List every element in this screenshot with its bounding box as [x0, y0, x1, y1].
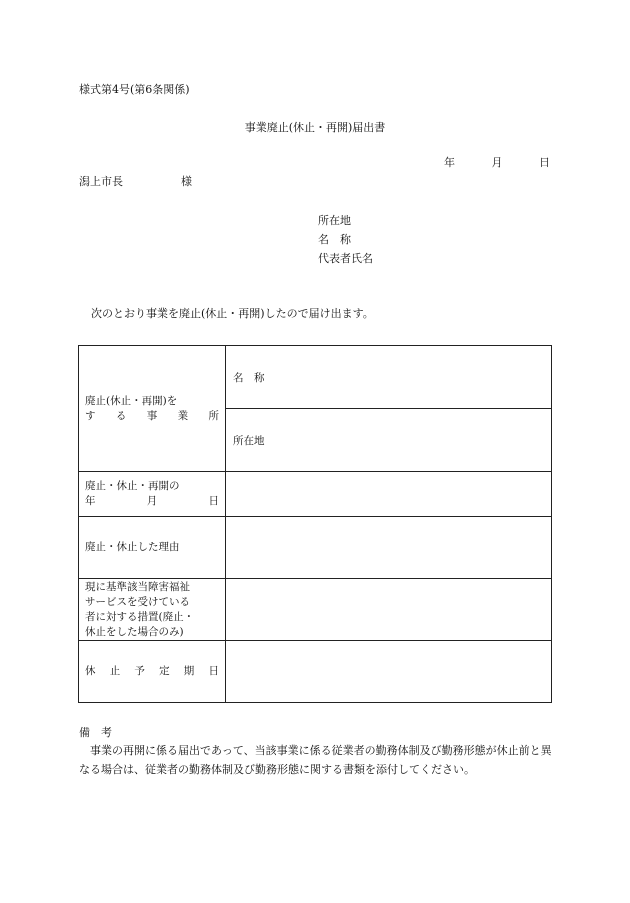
- date-label: [79, 472, 226, 517]
- applicant-representative-label: 代表者氏名: [318, 252, 373, 265]
- applicant-block: [318, 211, 373, 268]
- establishment-name-field[interactable]: [226, 346, 552, 409]
- table-row: [79, 472, 552, 517]
- date-label-line2: [85, 494, 219, 509]
- reason-label: [79, 517, 226, 579]
- establishment-label-line1: 廃止(休止・再開)を: [85, 394, 178, 407]
- label-char: 期: [183, 665, 195, 677]
- label-char: 事: [146, 409, 158, 422]
- notification-table: [78, 345, 552, 703]
- planned-period-label-text: [85, 664, 219, 679]
- table-row: [79, 641, 552, 703]
- establishment-address-field[interactable]: [226, 409, 552, 472]
- measures-label-line: サービスを受けている: [85, 595, 190, 608]
- date-day-label: 日: [539, 156, 550, 169]
- label-char: 日: [208, 665, 219, 677]
- planned-period-field[interactable]: [226, 641, 552, 703]
- label-char: 止: [109, 665, 121, 677]
- applicant-name-label: 名 称: [318, 233, 351, 246]
- date-line: [444, 154, 550, 170]
- measures-label-line: 休止をした場合のみ): [85, 625, 184, 638]
- date-month-label: 月: [491, 156, 503, 169]
- measures-label-line: 現に基準該当障害福祉: [85, 580, 190, 593]
- date-year-label: 年: [444, 156, 455, 169]
- reason-label-text: 廃止・休止した理由: [85, 541, 180, 553]
- establishment-address-label: 所在地: [233, 434, 265, 447]
- label-char: 定: [159, 665, 170, 677]
- establishment-label: [79, 346, 226, 472]
- table-row: [79, 517, 552, 579]
- reason-field[interactable]: [226, 517, 552, 579]
- establishment-name-label: 名 称: [233, 371, 265, 384]
- document-title: 事業廃止(休止・再開)届出書: [244, 121, 386, 134]
- establishment-label-line2: [85, 409, 219, 424]
- label-char: 所: [208, 409, 219, 422]
- addressee-name: 潟上市長: [79, 175, 123, 188]
- addressee: [79, 173, 192, 189]
- label-char: 予: [134, 665, 145, 677]
- planned-period-label: [79, 641, 226, 703]
- measures-label-line: 者に対する措置(廃止・: [85, 610, 195, 623]
- label-char: 年: [85, 495, 96, 507]
- lead-text: 次のとおり事業を廃止(休止・再開)したので届け出ます。: [91, 307, 374, 320]
- addressee-honorific: 様: [181, 175, 192, 188]
- label-char: 月: [146, 495, 158, 507]
- measures-field[interactable]: [226, 579, 552, 641]
- label-char: る: [115, 409, 127, 422]
- remarks-heading: 備 考: [79, 726, 112, 739]
- remarks-text: 事業の再開に係る届出であって、当該事業に係る従業者の勤務体制及び勤務形態が休止前と異なる場合は、従業者の勤務体制及び勤務形態に関する書類を添付してください。: [79, 744, 552, 776]
- form-number: 様式第4号(第6条関係): [79, 83, 190, 96]
- applicant-address-label: 所在地: [318, 214, 351, 227]
- measures-label: [79, 579, 226, 641]
- label-char: 業: [177, 409, 189, 422]
- table-row: [79, 346, 552, 409]
- date-label-line1: 廃止・休止・再開の: [85, 480, 180, 492]
- label-char: 日: [208, 495, 219, 507]
- label-char: 休: [85, 665, 96, 677]
- table-row: [79, 579, 552, 641]
- date-field[interactable]: [226, 472, 552, 517]
- label-char: す: [85, 409, 96, 422]
